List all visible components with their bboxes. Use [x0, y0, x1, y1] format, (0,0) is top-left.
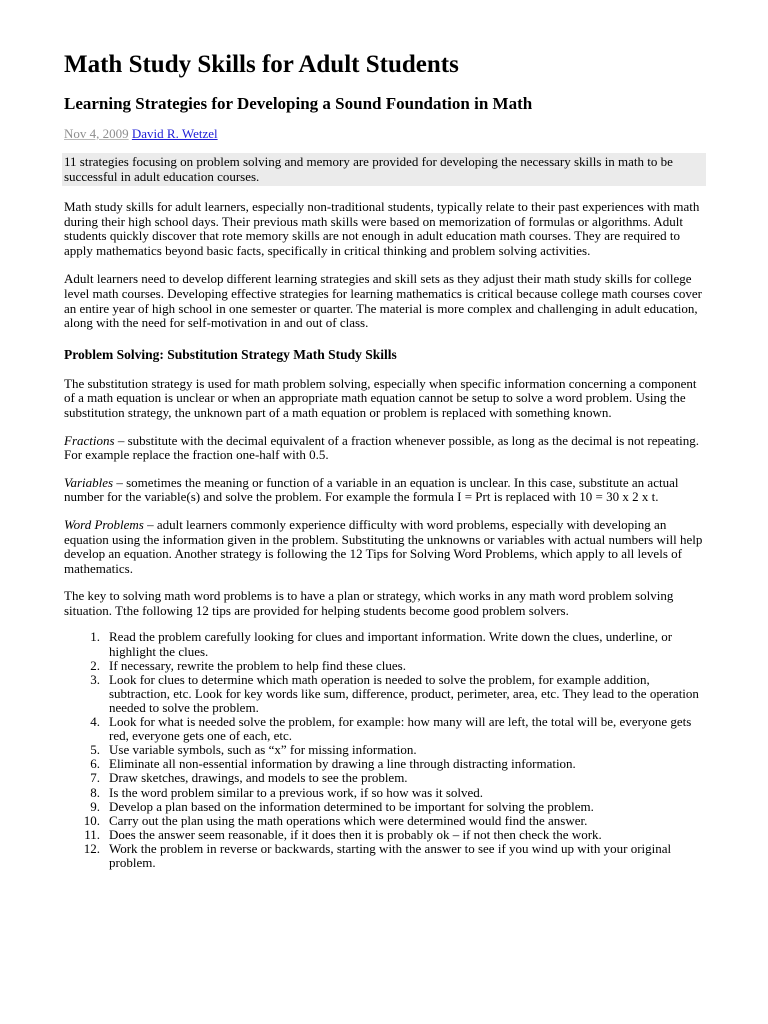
list-text: Carry out the plan using the math operations which were determined would find the answer. — [109, 812, 588, 828]
list-number: 4. — [90, 714, 100, 730]
article-summary: 11 strategies focusing on problem solving and memory are provided for developing the necessary skills in math to be successful in adult education courses. — [62, 153, 706, 186]
list-text: Is the word problem similar to a previous work, if so how was it solved. — [109, 784, 484, 800]
list-item — [64, 771, 706, 785]
tips-intro: The key to solving math word problems is to have a plan or strategy, which works in any math word problem solving situation. Tthe following 12 tips are provided for helping students become good problem solvers. — [64, 588, 674, 618]
list-text: Does the answer seem reasonable, if it does then it is probably ok – if not then check the work. — [109, 826, 602, 842]
list-text: Eliminate all non-essential information by drawing a line through distracting information. — [109, 756, 576, 772]
section-heading: Problem Solving: Substitution Strategy Math Study Skills — [64, 346, 397, 362]
strategy-text: – sometimes the meaning or function of a variable in an equation is unclear. In this case, substitute an actual number for the variable(s) and solve the problem. For example the formula I = Prt is replaced with 10 = 30 x 2 x t. — [64, 474, 679, 505]
publish-date[interactable]: Nov 4, 2009 — [64, 126, 129, 141]
list-text: Read the problem carefully looking for clues and important information. Write down the clues, underline, or highlight the clues. — [109, 629, 673, 659]
list-item — [64, 800, 706, 814]
list-item — [64, 715, 706, 743]
article-subtitle: Learning Strategies for Developing a Sound Foundation in Math — [64, 94, 533, 113]
list-text: Work the problem in reverse or backwards, starting with the answer to see if you wind up with your original problem. — [109, 840, 672, 870]
list-number: 3. — [90, 671, 100, 687]
list-text: Look for clues to determine which math operation is needed to solve the problem, for example addition, subtraction, etc. Look for key words like sum, difference, product, perimeter, area, etc. They lead to the operation needed to solve the problem. — [109, 671, 699, 715]
list-item — [64, 757, 706, 771]
list-item — [64, 828, 706, 842]
tips-list — [64, 630, 706, 870]
list-text: Look for what is needed solve the problem, for example: how many will are left, the total will be, everyone gets red, everyone gets one of each, etc. — [109, 714, 692, 744]
strategy-word-problems — [64, 518, 706, 576]
list-text: If necessary, rewrite the problem to help find these clues. — [109, 657, 406, 673]
list-number: 9. — [90, 798, 100, 814]
list-number: 1. — [90, 629, 100, 645]
strategy-term: Word Problems — [64, 516, 144, 532]
list-item — [64, 659, 706, 673]
byline — [64, 126, 706, 142]
list-number: 6. — [90, 756, 100, 772]
list-text: Develop a plan based on the information determined to be important for solving the problem. — [109, 798, 594, 814]
strategy-fractions — [64, 434, 706, 463]
section-intro: The substitution strategy is used for math problem solving, especially when specific information concerning a component of a math equation is unclear or when an appropriate math equation cannot be setup to solve a word problem. Using the substitution strategy, the unknown part of a math equation or problem is replaced with something known. — [64, 375, 697, 420]
list-text: Draw sketches, drawings, and models to see the problem. — [109, 770, 408, 786]
strategy-text: – substitute with the decimal equivalent of a fraction whenever possible, as long as the decimal is not repeating. For example replace the fraction one-half with 0.5. — [64, 432, 700, 463]
list-item — [64, 743, 706, 757]
list-item — [64, 673, 706, 715]
list-item — [64, 842, 706, 870]
list-item — [64, 786, 706, 800]
article-title: Math Study Skills for Adult Students — [64, 51, 459, 78]
list-number: 8. — [90, 784, 100, 800]
author-link[interactable]: David R. Wetzel — [131, 126, 218, 141]
list-text: Use variable symbols, such as “x” for missing information. — [109, 742, 417, 758]
intro-paragraph-1: Math study skills for adult learners, especially non-traditional students, typically relate to their past experiences with math during their high school days. Their previous math skills were based on memorization of formulas or algorithms. Adult students quickly discover that rote memory skills are not enough in adult education math courses. They are required to apply mathematics beyond basic facts, specifically in critical thinking and problem solving activities. — [64, 199, 700, 258]
list-number: 10. — [83, 812, 100, 828]
strategy-term: Variables — [64, 474, 114, 490]
intro-paragraph-2: Adult learners need to develop different learning strategies and skill sets as they adjust their math study skills for college level math courses. Developing effective strategies for learning mathematics is critical because college math courses cover an entire year of high school in one semester or quarter. The material is more complex and challenging in adult education, along with the need for self-motivation in and out of class. — [64, 271, 702, 331]
list-number: 11. — [84, 826, 100, 842]
list-item — [64, 814, 706, 828]
list-number: 5. — [90, 742, 100, 758]
strategy-text: – adult learners commonly experience difficulty with word problems, especially with developing an equation using the information given in the problem. Substituting the unknowns or variables with actual numbers will help develop an equation. Another strategy is following the 12 Tips for Solving Word Problems, which apply to all levels of mathematics. — [64, 516, 703, 576]
list-number: 2. — [90, 657, 100, 673]
strategy-term: Fractions — [64, 432, 115, 448]
list-number: 12. — [83, 840, 100, 856]
strategy-variables — [64, 476, 706, 505]
list-number: 7. — [90, 770, 100, 786]
article — [64, 50, 706, 870]
list-item — [64, 630, 706, 658]
